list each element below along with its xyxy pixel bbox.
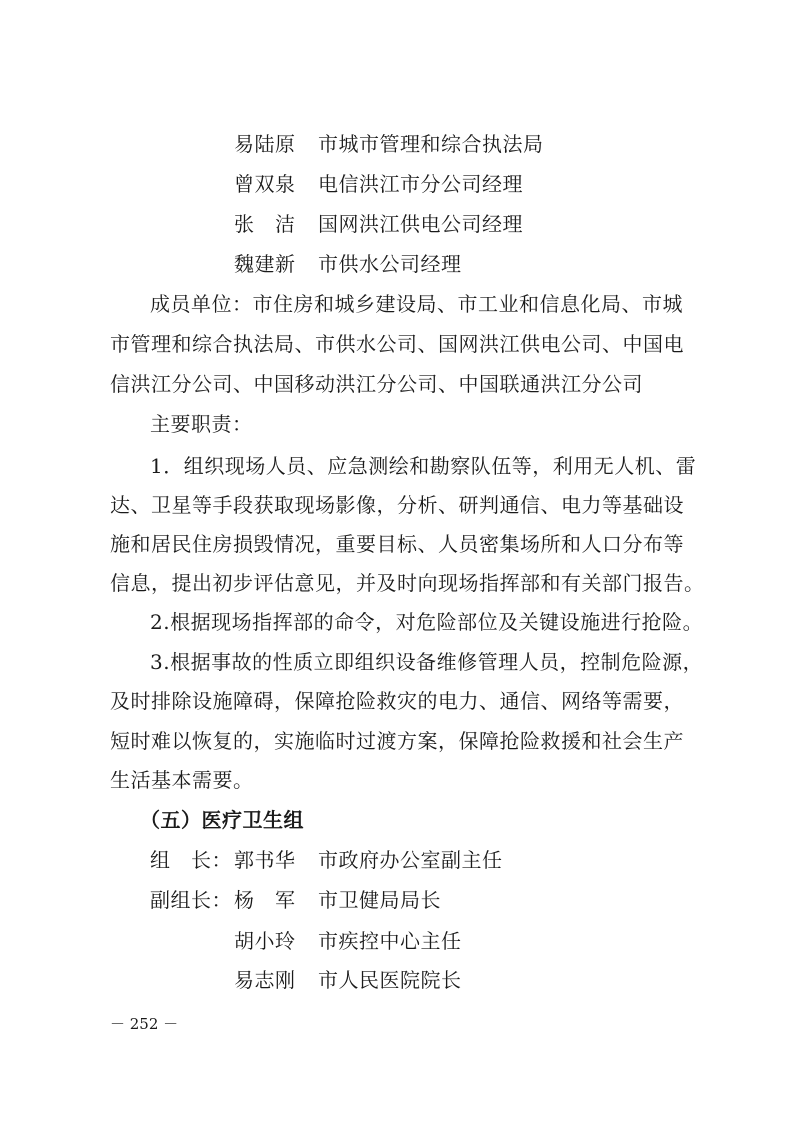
member-row [234,210,523,238]
leader-role: 市政府办公室副主任 [318,848,503,872]
deputy-name: 杨 军 [234,888,296,912]
member-role: 市城市管理和综合执法局 [318,132,544,156]
section-title: （五）医疗卫生组 [140,808,304,832]
deputy-role: 市疾控中心主任 [318,929,462,953]
deputy-row [234,927,462,955]
deputy-row [150,886,441,914]
deputies-label: 副组长： [150,888,232,912]
duties-label: 主要职责： [150,412,253,436]
leader-row [150,846,503,874]
member-role: 市供水公司经理 [318,252,462,276]
leader-label: 组 长： [150,848,232,872]
duty-3-line: 短时难以恢复的，实施临时过渡方案，保障抢险救援和社会生产 [110,729,684,753]
member-row [234,250,462,278]
deputy-name: 易志刚 [234,968,296,992]
duty-1-line: 达、卫星等手段获取现场影像，分析、研判通信、电力等基础设 [110,493,684,517]
units-line: 成员单位：市住房和城乡建设局、市工业和信息化局、市城 [150,292,683,316]
duty-1-line: 1．组织现场人员、应急测绘和勘察队伍等，利用无人机、雷 [150,454,697,478]
duty-3-line: 3.根据事故的性质立即组织设备维修管理人员，控制危险源， [150,650,704,674]
member-role: 国网洪江供电公司经理 [318,212,523,236]
duty-3-line: 及时排除设施障碍，保障抢险救灾的电力、通信、网络等需要， [110,689,684,713]
member-role: 电信洪江市分公司经理 [318,172,523,196]
member-name: 张 洁 [234,212,296,236]
member-name: 易陆原 [234,132,296,156]
leader-name: 郭书华 [234,848,296,872]
duty-1-line: 施和居民住房损毁情况，重要目标、人员密集场所和人口分布等 [110,532,684,556]
duty-2-line: 2.根据现场指挥部的命令，对危险部位及关键设施进行抢险。 [150,610,704,634]
deputy-role: 市人民医院院长 [318,968,462,992]
member-name: 曾双泉 [234,172,296,196]
member-row [234,130,544,158]
deputy-name: 胡小玲 [234,929,296,953]
member-row [234,170,523,198]
member-name: 魏建新 [234,252,296,276]
deputy-role: 市卫健局局长 [318,888,441,912]
page-number: － 252 － [110,1015,179,1033]
deputy-row [234,966,462,994]
duty-3-line: 生活基本需要。 [110,768,254,792]
duty-1-line: 信息，提出初步评估意见，并及时向现场指挥部和有关部门报告。 [110,571,705,595]
units-line: 信洪江分公司、中国移动洪江分公司、中国联通洪江分公司 [110,372,643,396]
units-line: 市管理和综合执法局、市供水公司、国网洪江供电公司、中国电 [110,332,684,356]
